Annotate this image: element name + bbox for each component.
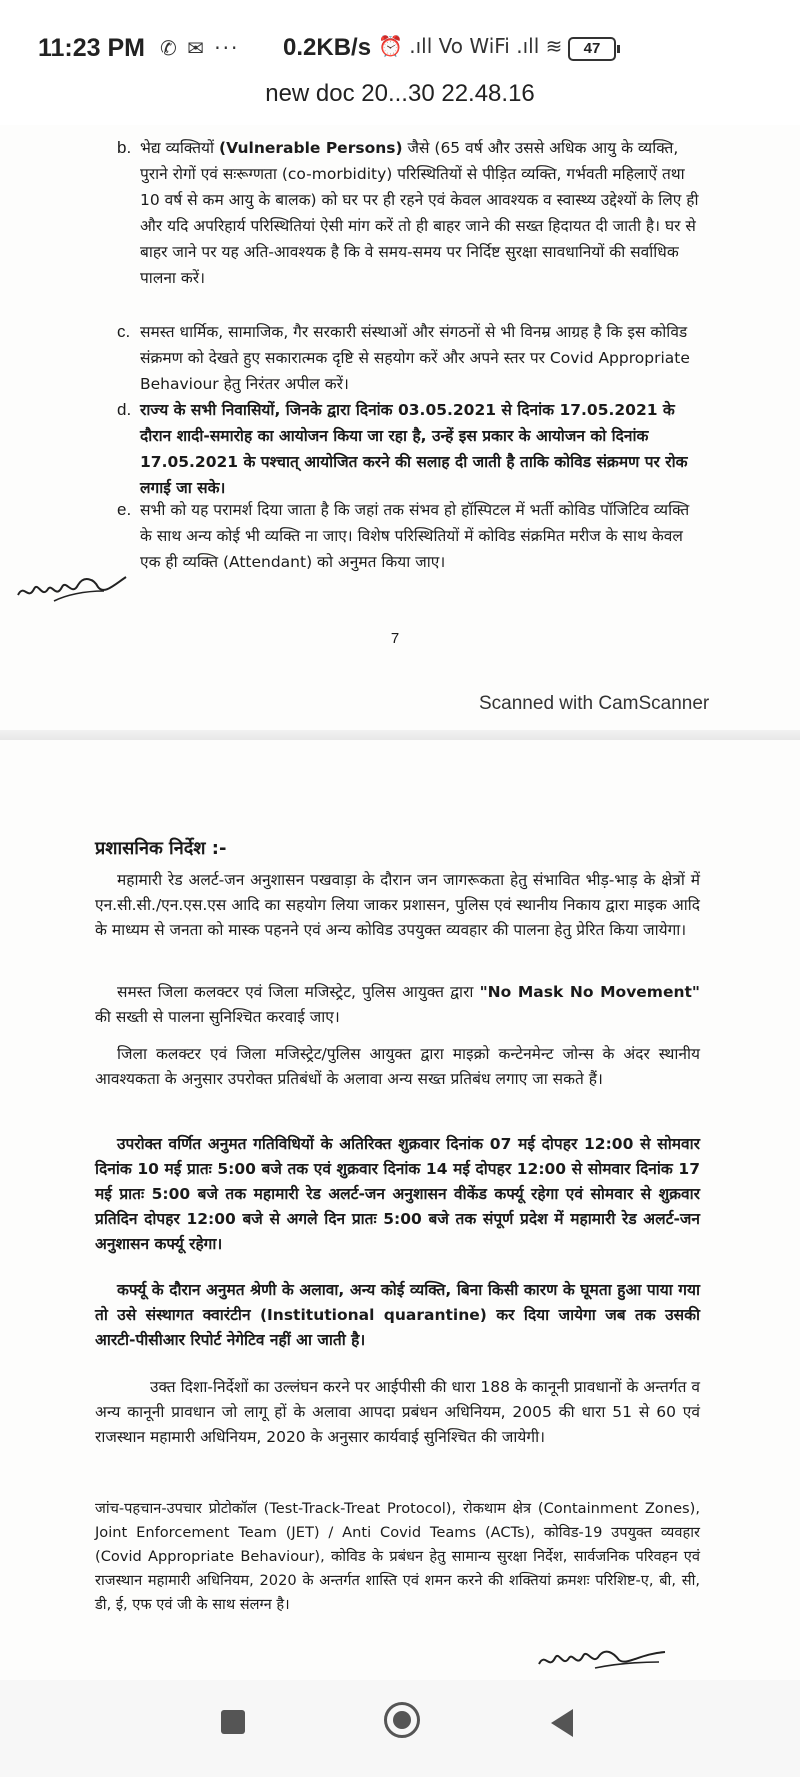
paragraph <box>95 1132 700 1262</box>
list-item-d <box>117 397 700 503</box>
page-divider <box>0 730 800 740</box>
text-segment: जांच-पहचान-उपचार प्रोटोकॉल (Test-Track-Treat Protocol), रोकथाम क्षेत्र (Containment Zones), Joint Enforcement Team (JET) / Anti Covid Teams (ACTs), कोविड-19 उपयुक्त व्यवहार (Covid Appropriate Behaviour), कोविड के प्रबंधन हेतु सामान्य सुरक्षा निर्देश, सार्वजनिक परिवहन एवं राजस्थान महामारी अधिनियम, 2020 के अन्तर्गत शास्ति एवं शमन करने की शक्तियां क्रमशः परिशिष्ट-ए, बी, सी, डी, ई, एफ एवं जी के साथ संलग्न है। <box>95 1500 700 1613</box>
paragraph <box>95 1497 700 1627</box>
network-speed: 0.2KB/s <box>283 34 372 61</box>
signature-image <box>535 1638 670 1678</box>
paragraph <box>95 980 700 1035</box>
battery-icon: 47 <box>568 37 616 61</box>
text-segment: भेद्य व्यक्तियों <box>140 139 219 157</box>
text-segment: जैसे (65 वर्ष और उससे अधिक आयु के व्यक्ति, पुराने रोगों एवं सःरूग्णता (co-morbidity) परिस्थितियों से पीड़ित व्यक्ति, गर्भवती महिलाऐं तथा 10 वर्ष से कम आयु के बालक) को घर पर ही रहने एवं केवल आवश्यक व स्वास्थ्य उद्देश्यों के लिए ही और यदि अपरिहार्य परिस्थितियां ऐसी मांग करें तो ही बाहर जाने की सख्त हिदायत दी जाती है। घर से बाहर जाने पर यह अति-आवश्यक है कि वे समय-समय पर निर्दिष्ट सुरक्षा सावधानियों की सर्वाधिक पालना करें। <box>140 139 699 287</box>
item-marker: b. <box>117 138 132 157</box>
text-segment: "No Mask No Movement" <box>479 983 700 1001</box>
text-segment: समस्त जिला कलक्टर एवं जिला मजिस्ट्रेट, पुलिस आयुक्त द्वारा <box>117 983 480 1001</box>
navigation-bar <box>0 1680 800 1777</box>
document-page-2 <box>0 740 800 1680</box>
text-segment: राज्य के सभी निवासियों, जिनके द्वारा दिनांक 03.05.2021 से दिनांक 17.05.2021 के दौरान शादी-समारोह का आयोजन किया जा रहा है, उन्हें इस प्रकार के आयोजन को दिनांक 17.05.2021 के पश्चात् आयोजित करने की सलाह दी जाती है ताकि कोविड संक्रमण पर रोक लगाई जा सके। <box>140 401 688 497</box>
item-marker: d. <box>117 400 132 419</box>
status-time: 11:23 PM <box>38 34 146 62</box>
paragraph <box>95 868 700 973</box>
notification-icons: ✆ ✉ ··· <box>160 36 240 60</box>
scanner-watermark: Scanned with CamScanner <box>479 693 710 714</box>
text-segment: उपरोक्त वर्णित अनुमत गतिविधियों के अतिरिक्त शुक्रवार दिनांक 07 मई दोपहर 12:00 से सोमवार दिनांक 10 मई प्रातः 5:00 बजे तक एवं शुक्रवार दिनांक 14 मई दोपहर 12:00 से सोमवार दिनांक 17 मई प्रातः 5:00 बजे तक महामारी रेड अलर्ट-जन अनुशासन वीकेंड कर्फ्यू रहेगा एवं सोमवार से शुक्रवार प्रतिदिन दोपहर 12:00 बजे से अगले दिन प्रातः 5:00 बजे तक संपूर्ण प्रदेश में महामारी रेड अलर्ट-जन अनुशासन कर्फ्यू रहेगा। <box>95 1135 700 1253</box>
document-title: new doc 20...30 22.48.16 <box>265 80 535 107</box>
signature-image <box>14 565 134 615</box>
page-number: 7 <box>390 630 400 647</box>
list-item-e <box>117 497 700 605</box>
recent-apps-button[interactable] <box>221 1710 245 1734</box>
status-bar <box>0 0 800 86</box>
paragraph <box>95 1278 700 1358</box>
item-marker: c. <box>117 322 131 341</box>
paragraph <box>95 1042 700 1122</box>
paragraph <box>95 1375 700 1480</box>
text-segment: उक्त दिशा-निर्देशों का उल्लंघन करने पर आईपीसी की धारा 188 के कानूनी प्रावधानों के अन्तर्गत व अन्य कानूनी प्रावधान जो लागू हों के अलावा आपदा प्रबंधन अधिनियम, 2005 की धारा 51 से 60 एवं राजस्थान महामारी अधिनियम, 2020 के अनुसार कार्यवाई सुनिश्चित की जायेगी। <box>95 1378 700 1446</box>
text-segment: की सख्ती से पालना सुनिश्चित करवाई जाए। <box>95 1008 340 1026</box>
back-button[interactable] <box>551 1709 573 1737</box>
text-segment: समस्त धार्मिक, सामाजिक, गैर सरकारी संस्थाओं और संगठनों से भी विनम्र आग्रह है कि इस कोविड संक्रमण को देखते हुए सकारात्मक दृष्टि से सहयोग करें और अपने स्तर पर Covid Appropriate Behaviour हेतु निरंतर अपील करें। <box>140 323 690 393</box>
section-heading: प्रशासनिक निर्देश :- <box>95 838 227 859</box>
text-segment: कर्फ्यू के दौरान अनुमत श्रेणी के अलावा, अन्य कोई व्यक्ति, बिना किसी कारण के घूमता हुआ पाया गया तो उसे संस्थागत क्वारंटीन (Institutional quarantine) कर दिया जायेगा जब तक उसकी आरटी-पीसीआर रिपोर्ट नेगेटिव नहीं आ जाती है। <box>95 1281 700 1349</box>
home-button[interactable] <box>384 1702 420 1738</box>
signal-wifi-icons: ⏰ .ıll Vo WiFi .ıll ≋ <box>378 34 563 58</box>
text-segment: महामारी रेड अलर्ट-जन अनुशासन पखवाड़ा के दौरान जन जागरूकता हेतु संभावित भीड़-भाड़ के क्षेत्रों में एन.सी.सी./एन.एस.एस आदि का सहयोग लिया जाकर प्रशासन, पुलिस एवं स्थानीय निकाय द्वारा माइक आदि के माध्यम से जनता को मास्क पहनने एवं अन्य कोविड उपयुक्त व्यवहार की पालना हेतु प्रेरित किया जायेगा। <box>95 871 700 939</box>
list-item-b <box>117 135 700 317</box>
document-page-1 <box>0 125 800 730</box>
list-item-c <box>117 319 700 399</box>
item-marker: e. <box>117 500 132 519</box>
text-segment: सभी को यह परामर्श दिया जाता है कि जहां तक संभव हो हॉस्पिटल में भर्ती कोविड पॉजिटिव व्यक्ति के साथ अन्य कोई भी व्यक्ति ना जाए। विशेष परिस्थितियों में कोविड संक्रमित मरीज के साथ केवल एक ही व्यक्ति (Attendant) को अनुमत किया जाए। <box>140 501 690 571</box>
text-segment: जिला कलक्टर एवं जिला मजिस्ट्रेट/पुलिस आयुक्त द्वारा माइक्रो कन्टेनमेन्ट जोन्स के अंदर स्थानीय आवश्यकता के अनुसार उपरोक्त प्रतिबंधों के अलावा अन्य सख्त प्रतिबंध लगाए जा सकते हैं। <box>95 1045 700 1088</box>
text-segment: (Vulnerable Persons) <box>218 139 403 157</box>
